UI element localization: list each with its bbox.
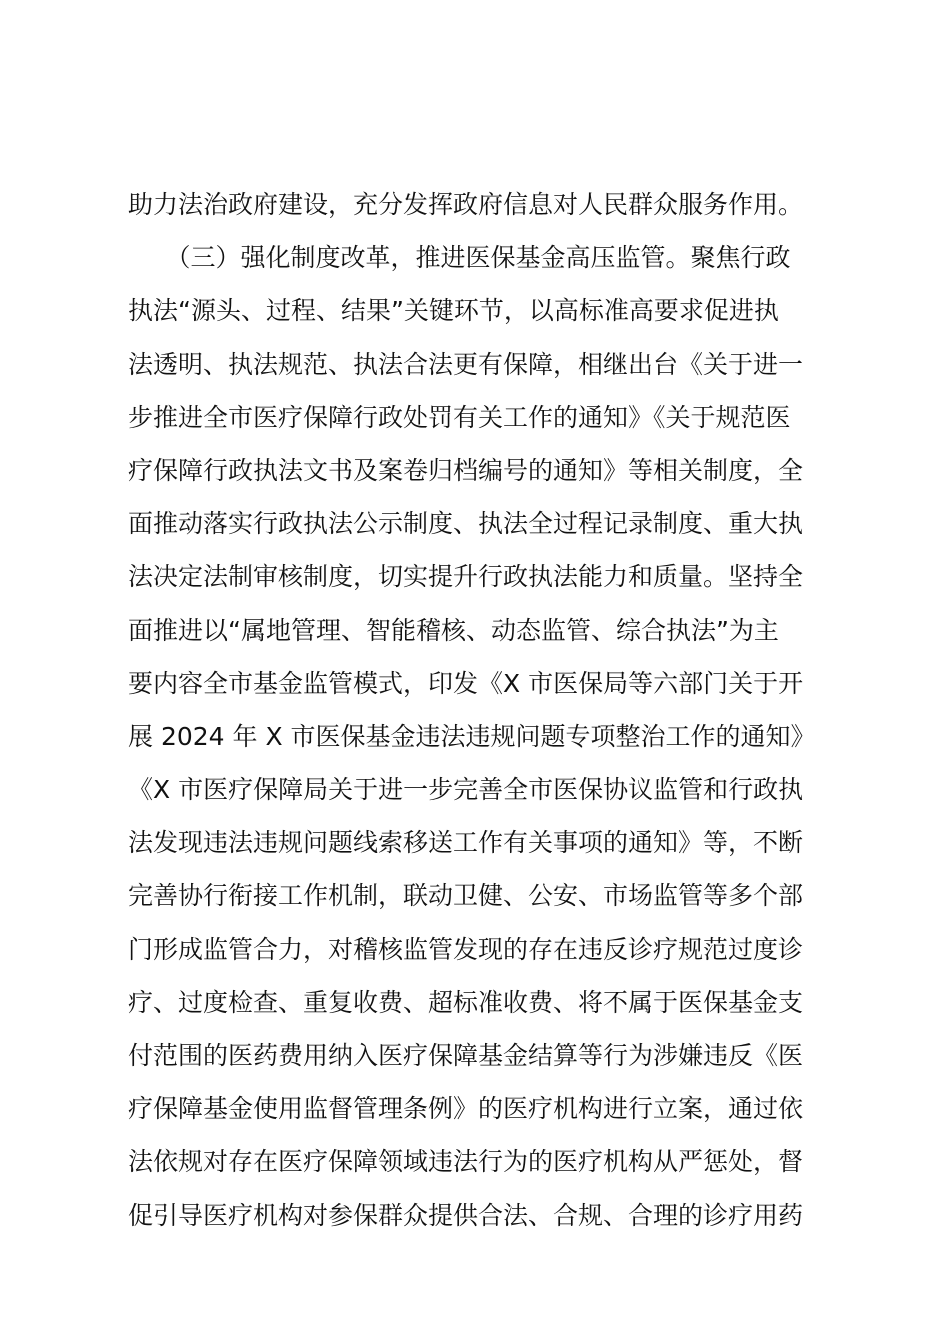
text-line: 展 2024 年 X 市医保基金违法违规问题专项整治工作的通知》 — [128, 721, 816, 751]
text-line: 面推动落实行政执法公示制度、执法全过程记录制度、重大执 — [128, 509, 804, 539]
text-line: 门形成监管合力，对稽核监管发现的存在违反诊疗规范过度诊 — [128, 934, 804, 964]
text-line: 促引导医疗机构对参保群众提供合法、合规、合理的诊疗用药 — [128, 1200, 804, 1230]
text-line: 步推进全市医疗保障行政处罚有关工作的通知》《关于规范医 — [128, 402, 791, 432]
text-line: 疗、过度检查、重复收费、超标准收费、将不属于医保基金支 — [128, 987, 804, 1017]
text-line: 付范围的医药费用纳入医疗保障基金结算等行为涉嫌违反《医 — [128, 1041, 804, 1070]
text-line: 法决定法制审核制度，切实提升行政执法能力和质量。坚持全 — [128, 562, 804, 592]
body-text — [128, 178, 828, 1242]
text-line: 法透明、执法规范、执法合法更有保障，相继出台《关于进一 — [128, 349, 804, 379]
text-line: 法发现违法违规问题线索移送工作有关事项的通知》等，不断 — [128, 828, 804, 858]
text-line: 法依规对存在医疗保障领域违法行为的医疗机构从严惩处，督 — [128, 1147, 804, 1177]
text-line: 疗保障行政执法文书及案卷归档编号的通知》等相关制度，全 — [128, 455, 804, 485]
text-line: 要内容全市基金监管模式，印发《X 市医保局等六部门关于开 — [128, 668, 804, 698]
text-line: 完善协行衔接工作机制，联动卫健、公安、市场监管等多个部 — [128, 881, 804, 911]
text-line: 助力法治政府建设，充分发挥政府信息对人民群众服务作用。 — [128, 190, 804, 219]
text-line: 《X 市医疗保障局关于进一步完善全市医保协议监管和行政执 — [128, 775, 804, 805]
section-heading-line: （三）强化制度改革，推进医保基金高压监管。聚焦行政 — [128, 243, 791, 273]
text-line: 面推进以“属地管理、智能稽核、动态监管、综合执法”为主 — [128, 615, 779, 645]
text-line: 疗保障基金使用监督管理条例》的医疗机构进行立案，通过依 — [128, 1094, 804, 1124]
text-line: 执法“源头、过程、结果”关键环节，以高标准高要求促进执 — [128, 296, 779, 326]
